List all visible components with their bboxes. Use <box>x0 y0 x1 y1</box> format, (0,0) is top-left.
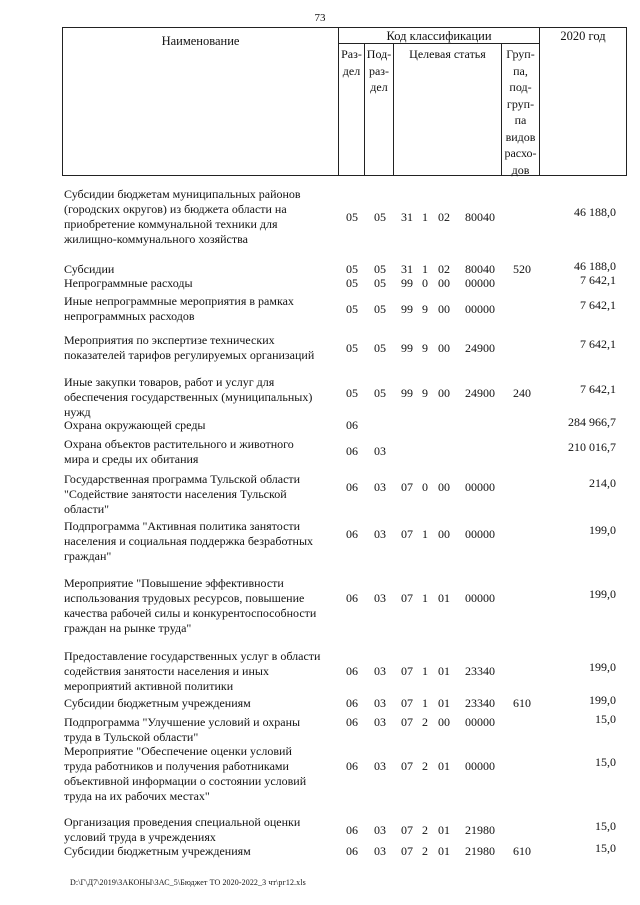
row-code-t1: 07 <box>401 480 413 494</box>
row-name: Предоставление государственных услуг в области содействия занятости населения и иных мероприятий активной политики <box>64 649 321 693</box>
row-code-t4: 23340 <box>465 696 495 710</box>
row-code-t3: 02 <box>438 210 450 224</box>
row-name: Субсидии бюджетным учреждениям <box>64 696 251 710</box>
row-code-t1: 07 <box>401 591 413 605</box>
header-target-label: Целевая статья <box>409 47 486 61</box>
row-code-rz: 06 <box>346 664 358 678</box>
row-code-t4: 23340 <box>465 664 495 678</box>
row-code-rz: 06 <box>346 696 358 710</box>
row-code-t1: 99 <box>401 341 413 355</box>
row-sum: 15,0 <box>595 755 616 769</box>
row-sum: 46 188,0 <box>574 259 616 273</box>
row-code-rz: 06 <box>346 418 358 432</box>
row-sum: 15,0 <box>595 712 616 726</box>
row-code-t4: 00000 <box>465 527 495 541</box>
row-code-t3: 00 <box>438 715 450 729</box>
row-code-vr: 520 <box>513 262 531 276</box>
row-sum: 210 016,7 <box>568 440 616 454</box>
row-code-t1: 07 <box>401 715 413 729</box>
row-code-t1: 31 <box>401 210 413 224</box>
row-sum: 199,0 <box>589 523 616 537</box>
row-code-t2: 0 <box>422 276 428 290</box>
row-code-pr: 03 <box>374 823 386 837</box>
file-path-footer: D:\Г\Д7\2019\ЗАКОНЫ\ЗАС_5\Бюджет ТО 2020-2022_3 чт\рг12.xls <box>70 878 306 887</box>
row-code-vr: 240 <box>513 386 531 400</box>
row-code-t1: 99 <box>401 386 413 400</box>
row-code-t2: 2 <box>422 844 428 858</box>
row-code-t2: 9 <box>422 341 428 355</box>
page-number: 73 <box>314 12 326 24</box>
row-sum: 7 642,1 <box>580 337 616 351</box>
row-code-t3: 01 <box>438 664 450 678</box>
row-code-pr: 03 <box>374 696 386 710</box>
header-cell-year <box>539 27 627 176</box>
row-code-pr: 05 <box>374 276 386 290</box>
row-name: Организация проведения специальной оценки условий труда в учреждениях <box>64 815 301 844</box>
header-podrazdel-label: Под- раз- дел <box>366 47 392 94</box>
row-code-rz: 06 <box>346 715 358 729</box>
row-code-pr: 03 <box>374 591 386 605</box>
row-code-t3: 00 <box>438 341 450 355</box>
row-name: Подпрограмма "Улучшение условий и охраны труда в Тульской области" <box>64 715 301 744</box>
row-code-pr: 03 <box>374 664 386 678</box>
row-code-t2: 9 <box>422 386 428 400</box>
row-name: Охрана окружающей среды <box>64 418 206 432</box>
row-code-t2: 0 <box>422 480 428 494</box>
row-name: Охрана объектов растительного и животного мира и среды их обитания <box>64 437 294 466</box>
row-code-rz: 05 <box>346 262 358 276</box>
row-code-t4: 21980 <box>465 823 495 837</box>
header-razdel-label: Раз- дел <box>341 47 362 78</box>
row-code-rz: 05 <box>346 302 358 316</box>
row-code-t4: 00000 <box>465 480 495 494</box>
row-code-t2: 1 <box>422 527 428 541</box>
row-code-t4: 24900 <box>465 386 495 400</box>
header-cell-target <box>393 43 502 176</box>
header-classification-label: Код классификации <box>386 29 492 43</box>
row-code-pr: 03 <box>374 480 386 494</box>
row-code-t2: 2 <box>422 823 428 837</box>
row-code-t4: 00000 <box>465 591 495 605</box>
row-sum: 15,0 <box>595 819 616 833</box>
row-name: Субсидии <box>64 262 115 276</box>
row-code-t1: 07 <box>401 664 413 678</box>
header-year-label: 2020 год <box>560 29 606 43</box>
row-code-t4: 00000 <box>465 715 495 729</box>
row-code-t3: 01 <box>438 696 450 710</box>
row-code-t3: 00 <box>438 276 450 290</box>
row-code-t1: 99 <box>401 302 413 316</box>
row-name: Иные закупки товаров, работ и услуг для обеспечения государственных (муниципальных) нужд <box>64 375 313 419</box>
row-code-rz: 06 <box>346 527 358 541</box>
row-name: Непрограммные расходы <box>64 276 193 290</box>
row-name: Мероприятие "Обеспечение оценки условий труда работников и получения работниками объективной информации о состоянии условий труда на их рабочих местах" <box>64 744 307 803</box>
row-code-rz: 05 <box>346 341 358 355</box>
row-code-t2: 1 <box>422 262 428 276</box>
row-code-pr: 05 <box>374 262 386 276</box>
row-code-t3: 01 <box>438 844 450 858</box>
row-code-t2: 2 <box>422 759 428 773</box>
row-code-rz: 06 <box>346 759 358 773</box>
row-code-t3: 00 <box>438 527 450 541</box>
row-code-rz: 05 <box>346 276 358 290</box>
row-name: Субсидии бюджетным учреждениям <box>64 844 251 858</box>
row-sum: 214,0 <box>589 476 616 490</box>
row-code-t1: 31 <box>401 262 413 276</box>
row-code-vr: 610 <box>513 844 531 858</box>
row-sum: 46 188,0 <box>574 205 616 219</box>
row-code-t4: 00000 <box>465 276 495 290</box>
row-code-rz: 05 <box>346 386 358 400</box>
row-code-vr: 610 <box>513 696 531 710</box>
row-sum: 7 642,1 <box>580 382 616 396</box>
row-name: Иные непрограммные мероприятия в рамках непрограммных расходов <box>64 294 294 323</box>
row-code-t4: 00000 <box>465 759 495 773</box>
row-sum: 7 642,1 <box>580 273 616 287</box>
row-code-pr: 05 <box>374 341 386 355</box>
row-sum: 199,0 <box>589 660 616 674</box>
row-code-t4: 00000 <box>465 302 495 316</box>
row-sum: 15,0 <box>595 841 616 855</box>
row-code-pr: 05 <box>374 302 386 316</box>
row-code-t2: 1 <box>422 696 428 710</box>
row-code-pr: 03 <box>374 844 386 858</box>
row-sum: 7 642,1 <box>580 298 616 312</box>
row-code-rz: 06 <box>346 591 358 605</box>
row-code-pr: 03 <box>374 444 386 458</box>
row-name: Мероприятие "Повышение эффективности использования трудовых ресурсов, повышение качества рабочей силы и конкурентоспособности граждан на рынке труда" <box>64 576 317 635</box>
header-group-label: Груп- па, под- груп- па видов расхо- дов <box>504 47 537 177</box>
row-code-rz: 06 <box>346 823 358 837</box>
row-code-pr: 05 <box>374 210 386 224</box>
row-code-t4: 80040 <box>465 262 495 276</box>
row-code-rz: 05 <box>346 210 358 224</box>
row-code-t3: 02 <box>438 262 450 276</box>
row-code-t1: 07 <box>401 696 413 710</box>
row-code-t1: 07 <box>401 844 413 858</box>
row-code-pr: 03 <box>374 527 386 541</box>
row-code-rz: 06 <box>346 480 358 494</box>
row-code-t1: 07 <box>401 527 413 541</box>
row-code-t2: 1 <box>422 664 428 678</box>
row-code-t3: 00 <box>438 386 450 400</box>
row-sum: 199,0 <box>589 693 616 707</box>
row-code-rz: 06 <box>346 444 358 458</box>
row-code-t3: 01 <box>438 759 450 773</box>
row-code-t2: 9 <box>422 302 428 316</box>
row-sum: 199,0 <box>589 587 616 601</box>
row-name: Субсидии бюджетам муниципальных районов (городских округов) из бюджета области на приобретение коммунальной техники для жилищно-коммунального хозяйства <box>64 187 301 246</box>
row-code-pr: 03 <box>374 715 386 729</box>
row-code-t1: 07 <box>401 759 413 773</box>
row-code-rz: 06 <box>346 844 358 858</box>
row-sum: 284 966,7 <box>568 415 616 429</box>
row-code-t2: 1 <box>422 210 428 224</box>
row-name: Государственная программа Тульской области "Содействие занятости населения Тульской области" <box>64 472 301 516</box>
row-code-t4: 24900 <box>465 341 495 355</box>
row-code-t4: 21980 <box>465 844 495 858</box>
header-name-label: Наименование <box>161 34 240 48</box>
row-code-pr: 03 <box>374 759 386 773</box>
row-code-t2: 1 <box>422 591 428 605</box>
row-code-t1: 07 <box>401 823 413 837</box>
row-name: Мероприятия по экспертизе технических показателей тарифов регулируемых организаций <box>64 333 315 362</box>
row-code-t3: 00 <box>438 480 450 494</box>
row-code-t3: 01 <box>438 823 450 837</box>
row-code-t3: 00 <box>438 302 450 316</box>
row-name: Подпрограмма "Активная политика занятости населения и социальная поддержка безработных граждан" <box>64 519 314 563</box>
row-code-t1: 99 <box>401 276 413 290</box>
row-code-pr: 05 <box>374 386 386 400</box>
row-code-t3: 01 <box>438 591 450 605</box>
row-code-t4: 80040 <box>465 210 495 224</box>
row-code-t2: 2 <box>422 715 428 729</box>
